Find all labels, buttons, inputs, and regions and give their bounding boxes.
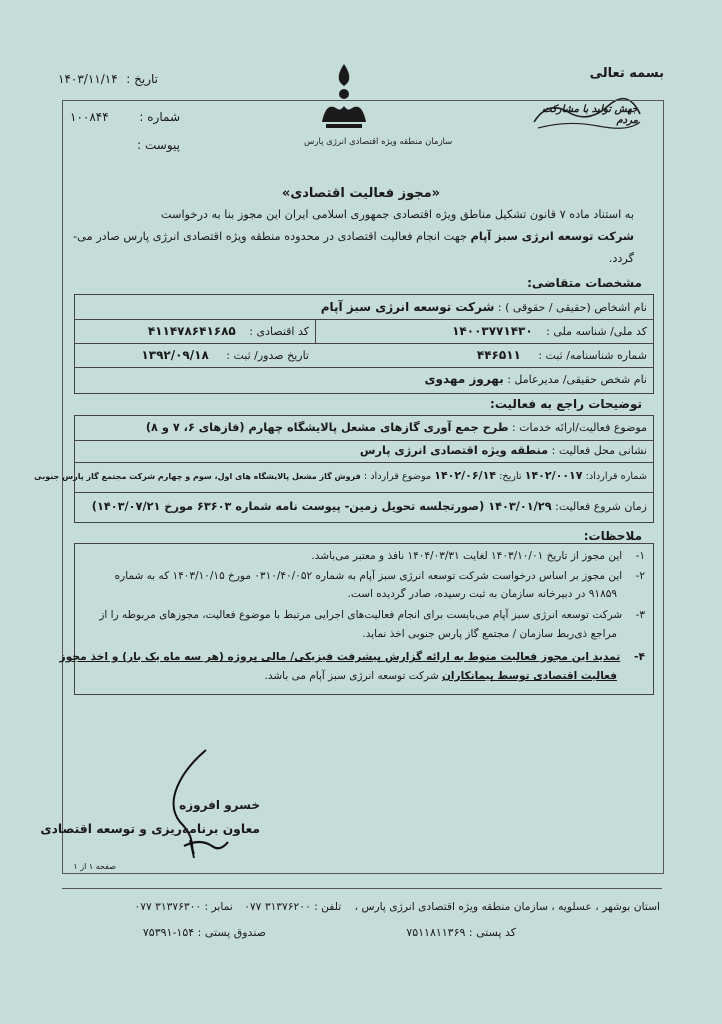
- footer-divider: [62, 888, 662, 889]
- contract-subject-label: موضوع قرارداد :: [363, 471, 432, 482]
- activity-location-label: نشانی محل فعالیت :: [551, 444, 647, 457]
- note-2-line-1: [115, 570, 645, 582]
- ceo-value: بهروز مهدوی: [424, 372, 504, 386]
- note-4-number: ۴-: [634, 650, 645, 663]
- applicant-heading: مشخصات متقاضی:: [527, 276, 642, 290]
- contract-no-label: شماره قرارداد:: [585, 471, 647, 482]
- reg-no-label: شماره شناسنامه/ ثبت :: [538, 349, 647, 362]
- footer-address: استان بوشهر ، عسلویه ، سازمان منطقه ویژه اقتصادی انرژی پارس ،: [354, 900, 660, 913]
- contract-no-value: ۱۴۰۲/۰۰۱۷: [524, 469, 583, 482]
- attachment-label: پیوست :: [137, 138, 180, 152]
- contract-row: [34, 469, 647, 482]
- intro-company: شرکت توسعه انرژی سبز آپام: [470, 230, 634, 243]
- activity-location-value: منطقه ویژه اقتصادی انرژی پارس: [359, 444, 549, 457]
- note-3-text-a: شرکت توسعه انرژی سبز آپام می‌بایست برای انجام فعالیت‌های اجرایی مرتبط با موضوع فعالیت، مجوزهای مربوطه را از: [99, 609, 623, 621]
- activity-subject-label: موضوع فعالیت/ارائه خدمات :: [511, 421, 647, 434]
- note-4-text-b-rest: شرکت توسعه انرژی سبز آپام می باشد.: [264, 670, 439, 682]
- note-4-text-a: تمدید این مجوز فعالیت منوط به ارائه گزارش پیشرفت فیزیکی/ مالی پروژه (هر سه ماه یک بار) و اخذ مجوز: [59, 650, 621, 663]
- reg-date-label: تاریخ صدور/ ثبت :: [226, 349, 309, 362]
- invocation-text: بسمه تعالی: [589, 66, 664, 81]
- notes-box: [59, 543, 654, 695]
- ceo-row: [425, 372, 647, 386]
- economic-code-row: [148, 324, 309, 338]
- reg-no-value: ۴۴۶۵۱۱: [476, 348, 521, 362]
- intro-line-2: [73, 230, 634, 243]
- activity-subject-value: طرح جمع آوری گازهای مشعل پالایشگاه چهارم (فازهای ۶، ۷ و ۸): [145, 421, 509, 434]
- contract-date-label: تاریخ:: [499, 471, 522, 482]
- notes-heading: ملاحظات:: [583, 529, 642, 543]
- signer-name: خسرو افروزه: [179, 798, 260, 812]
- intro-line-3: گردد.: [608, 252, 634, 265]
- note-2-line-2: ۹۱۸۵۹ در دبیرخانه سازمان به ثبت رسیده، صادر گردیده است.: [347, 588, 617, 600]
- footer-line-1: [135, 900, 660, 913]
- footer-fax: نمابر : ۳۱۳۷۶۳۰۰ ۰۷۷: [134, 900, 233, 913]
- start-row: [92, 500, 647, 513]
- slogan-text: جهش تولید با مشارکت مردم: [542, 104, 638, 126]
- note-1: [311, 550, 645, 562]
- footer-po-box: صندوق پستی : ۱۵۴-۷۵۳۹۱: [142, 926, 266, 939]
- ceo-label: نام شخص حقیقی/ مدیرعامل :: [507, 373, 647, 386]
- reg-no-row: [477, 348, 647, 362]
- national-id-value: ۱۴۰۰۳۷۷۱۴۳۰: [452, 324, 533, 338]
- note-3-number: ۳-: [635, 609, 645, 621]
- note-3-line-2: مراجع ذی‌ربط سازمان / مجتمع گاز پارس جنوبی اخذ نماید.: [362, 628, 617, 640]
- number-value: ۱۰۰۸۴۴: [70, 110, 109, 124]
- number-label: شماره :: [139, 110, 180, 124]
- activity-table: [34, 415, 654, 523]
- applicant-table: [74, 294, 654, 394]
- footer-phone: تلفن : ۳۱۳۷۶۲۰۰ ۰۷۷: [244, 900, 342, 913]
- note-3-line-1: [99, 609, 645, 621]
- activity-location-row: [360, 444, 647, 457]
- signer-title: معاون برنامه‌ریزی و توسعه اقتصادی: [40, 822, 260, 836]
- intro-line-2-rest: جهت انجام فعالیت اقتصادی در محدوده منطقه ویژه اقتصادی انرژی پارس صادر می-: [73, 230, 467, 243]
- page-indicator: صفحه ۱ از ۱: [73, 862, 116, 871]
- economic-code-value: ۴۱۱۴۷۸۶۴۱۶۸۵: [147, 324, 236, 338]
- note-2-number: ۲-: [635, 570, 645, 582]
- note-1-number: ۱-: [635, 550, 645, 562]
- intro-line-1: به استناد ماده ۷ قانون تشکیل مناطق ویژه اقتصادی جمهوری اسلامی ایران این مجوز بنا به درخواست: [160, 208, 634, 221]
- note-4-text-b-bold: فعالیت اقتصادی توسط پیمانکاران: [441, 670, 617, 682]
- start-label: زمان شروع فعالیت:: [555, 500, 647, 513]
- national-id-row: [452, 324, 647, 338]
- org-name-text: سازمان منطقه ویژه اقتصادی انرژی پارس: [304, 137, 453, 147]
- note-4-line-2: [264, 670, 617, 682]
- applicant-name-value: شرکت توسعه انرژی سبز آپام: [320, 300, 495, 314]
- activity-heading: توضیحات راجع به فعالیت:: [490, 397, 642, 411]
- document-title: «مجوز فعالیت اقتصادی»: [281, 186, 441, 201]
- reg-date-value: ۱۳۹۲/۰۹/۱۸: [141, 348, 209, 362]
- date-label: تاریخ :: [126, 72, 158, 86]
- start-value: ۱۴۰۳/۰۱/۲۹ (صورتجلسه تحویل زمین- پیوست نامه شماره ۶۳۶۰۳ مورخ ۱۴۰۳/۰۷/۲۱): [91, 500, 552, 513]
- note-2-text-a: این مجوز بر اساس درخواست شرکت توسعه انرژی سبز آپام به شماره ۰۳۱۰/۴۰/۰۵۲ مورخ ۱۴۰۳/۱۰/۱۵ که به شماره: [114, 570, 623, 582]
- note-1-text: این مجوز از تاریخ ۱۴۰۳/۱۰/۰۱ لغایت ۱۴۰۴/۰۳/۳۱ نافذ و معتبر می‌باشد.: [311, 550, 623, 562]
- reg-date-row: [141, 348, 309, 362]
- contract-date-value: ۱۴۰۲/۰۶/۱۴: [434, 469, 496, 482]
- economic-code-label: کد اقتصادی :: [249, 325, 309, 338]
- applicant-name-row: [321, 300, 647, 314]
- activity-subject-row: [146, 421, 647, 434]
- national-id-label: کد ملی/ شناسه ملی :: [546, 325, 647, 338]
- footer-postal-code: کد پستی : ۷۵۱۱۸۱۱۳۶۹: [406, 926, 516, 939]
- date-value: ۱۴۰۳/۱۱/۱۴: [58, 72, 118, 86]
- applicant-name-label: نام اشخاص (حقیقی / حقوقی ) :: [497, 301, 647, 314]
- note-4-line-1: [60, 650, 645, 663]
- contract-subject-value: فروش گاز مشعل پالایشگاه های اول، سوم و چهارم شرکت مجتمع گاز پارس جنوبی: [34, 472, 361, 481]
